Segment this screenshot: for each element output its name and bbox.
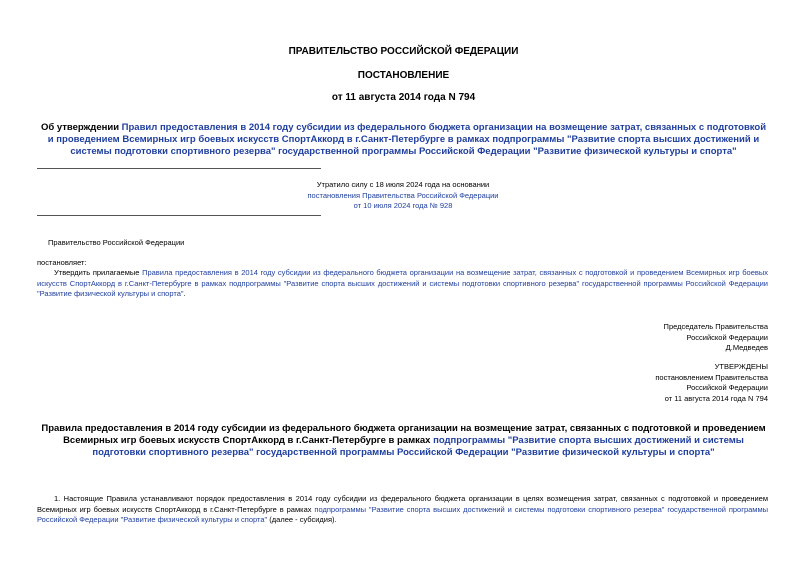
title-prefix: Об утверждении: [40, 122, 122, 133]
approved-date: от 11 августа 2014 года N 794: [664, 393, 768, 403]
government-heading: ПРАВИТЕЛЬСТВО РОССИЙСКОЙ ФЕДЕРАЦИИ: [288, 46, 519, 57]
signature-name: Д.Медведев: [725, 343, 768, 352]
clause-1-suffix: (далее - субсидия).: [267, 515, 337, 524]
approved-heading: УТВЕРЖДЕНЫ: [714, 362, 768, 371]
signature-position: Председатель Правительства: [663, 322, 768, 331]
gov-rf-text: Правительство Российской Федерации: [48, 238, 185, 247]
status-line: Утратило силу с 18 июля 2024 года на основании: [316, 180, 490, 189]
approved-country: Российской Федерации: [686, 383, 768, 392]
rules-title: [40, 423, 767, 459]
repeal-decree-date-link[interactable]: от 10 июля 2024 года № 928: [353, 201, 453, 210]
approve-suffix: .: [183, 289, 186, 298]
rules-title-text: Правила предоставления в 2014 году субсидии из федерального бюджета организации на возмещение затрат, связанных с подготовкой и проведением Всемирных игр боевых искусств СпортАккорд в г.Санкт-Петербурге в рамках: [41, 423, 766, 446]
document-type-heading: ПОСТАНОВЛЕНИЕ: [357, 70, 450, 81]
rules-subprogram-link[interactable]: подпрограммы "Развитие спорта высших достижений и системы подготовки спортивного резерва" государственной программы Российской Федерации "Развитие физической культуры и спорта": [92, 435, 744, 458]
approve-prefix: Утвердить прилагаемые: [54, 268, 143, 277]
clause-1-subprogram-link[interactable]: подпрограммы "Развитие спорта высших достижений и системы подготовки спортивного резерва" государственной программы Российской Федерации "Развитие физической культуры и спорта": [37, 504, 769, 524]
repeal-decree-link[interactable]: постановления Правительства Российской Федерации: [307, 190, 499, 200]
approve-rules-link[interactable]: Правила предоставления в 2014 году субсидии из федерального бюджета организации на возмещение затрат, связанных с подготовкой и проведением Всемирных игр боевых искусств СпортАккорд в г.Санкт-Петербурге в рамках подпрограммы "Развитие спорта высших достижений и системы подготовки спортивного резерва" государственной программы Российской Федерации "Развитие физической культуры и спорта": [37, 268, 768, 298]
clause-1: [37, 494, 768, 526]
document-date-number: от 11 августа 2014 года N 794: [331, 92, 476, 103]
status-bottom-divider: [37, 215, 321, 216]
signature-country: Российской Федерации: [686, 332, 768, 342]
decrees-text: постановляет:: [37, 258, 87, 267]
clause-1-text: 1. Настоящие Правила устанавливают порядок предоставления в 2014 году субсидии из федерального бюджета организации в целях возмещения затрат, связанных с подготовкой и проведением Всемирных игр боевых искусств СпортАккорд в г.Санкт-Петербурге в рамках: [37, 494, 768, 514]
status-block: [258, 180, 548, 212]
approve-paragraph: [37, 268, 768, 300]
approved-block: [520, 362, 768, 404]
document-title: [40, 122, 767, 158]
approved-by: постановлением Правительства: [655, 372, 768, 382]
status-top-divider: [37, 168, 321, 169]
signature-block: [520, 322, 768, 354]
title-rules-link[interactable]: Правил предоставления в 2014 году субсидии из федерального бюджета организации на возмещение затрат, связанных с подготовкой и проведением Всемирных игр боевых искусств СпортАккорд в г.Санкт-Петербурге в рамках подпрограммы "Развитие спорта высших достижений и системы подготовки спортивного резерва" государственной программы Российской Федерации "Развитие физической культуры и спорта": [47, 122, 767, 157]
